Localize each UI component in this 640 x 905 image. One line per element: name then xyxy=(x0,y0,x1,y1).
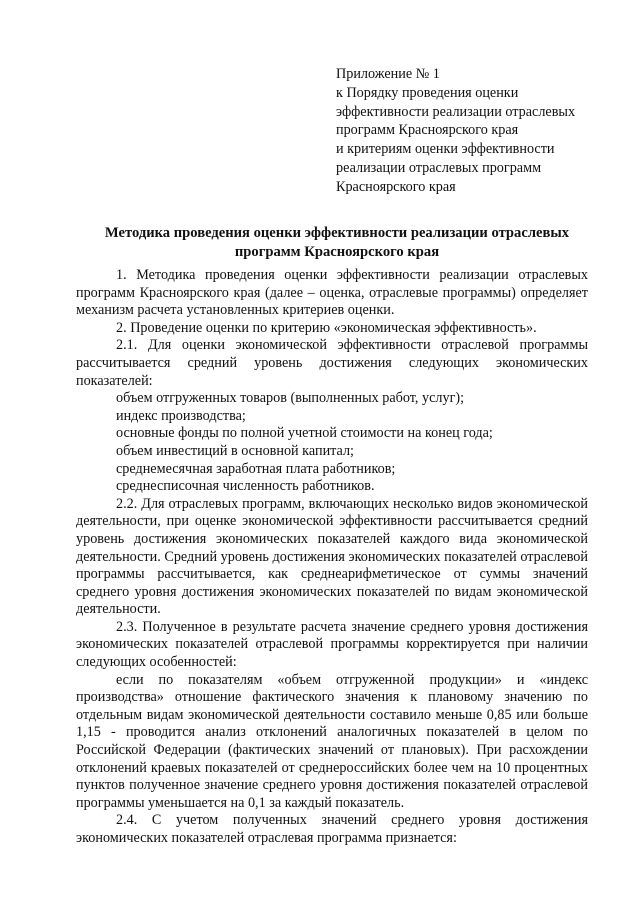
paragraph-1: 1. Методика проведения оценки эффективности реализации отраслевых программ Красноярского края (далее – оценка, отраслевые программы) определяет механизм расчета установленных критериев оценки. xyxy=(76,267,588,319)
paragraph-2-3: 2.3. Полученное в результате расчета значение среднего уровня достижения экономических показателей отраслевой программы корректируется при наличии следующих особенностей: xyxy=(76,618,588,671)
appendix-line: к Порядку проведения оценки xyxy=(336,84,519,101)
paragraph-2-2: 2.2. Для отраслевых программ, включающих несколько видов экономической деятельности, при оценке экономической эффективности рассчитывается средний уровень достижения экономических показателей каждого вида экономической деятельности. Средний уровень достижения экономических показателей отраслевой программы рассчитывается, как среднеарифметическое от суммы значений среднего уровня достижения экономических показателей по видам экономической деятельности. xyxy=(76,495,588,618)
indicator-item: среднесписочная численность работников. xyxy=(116,478,375,495)
indicator-item: объем инвестиций в основной капитал; xyxy=(116,442,354,459)
paragraph-2-1: 2.1. Для оценки экономической эффективности отраслевой программы рассчитывается средний уровень достижения следующих экономических показателей: xyxy=(76,337,588,389)
indicator-item: индекс производства; xyxy=(116,407,246,424)
paragraph-2-4: 2.4. С учетом полученных значений среднего уровня достижения экономических показателей отраслевая программа признается: xyxy=(76,812,588,846)
indicator-item: среднемесячная заработная плата работников; xyxy=(116,460,396,477)
appendix-line: Приложение № 1 xyxy=(336,66,440,82)
appendix-line: программ Красноярского края xyxy=(336,122,519,139)
indicator-item: объем отгруженных товаров (выполненных работ, услуг); xyxy=(116,390,465,407)
appendix-line: Красноярского края xyxy=(336,178,456,195)
appendix-header xyxy=(336,65,626,197)
appendix-line: и критериям оценки эффективности xyxy=(336,141,555,158)
document-body xyxy=(76,267,588,848)
appendix-line: эффективности реализации отраслевых xyxy=(336,103,576,120)
indicator-item: основные фонды по полной учетной стоимости на конец года; xyxy=(116,425,493,442)
appendix-line: реализации отраслевых программ xyxy=(336,159,542,176)
paragraph-2-3-condition: если по показателям «объем отгруженной продукции» и «индекс производства» отношение фактического значения к плановому значению по отдельным видам экономической деятельности составило меньше 0,85 или больше 1,15 - проводится анализ отклонений аналогичных показателей в целом по Российской Федерации (фактических значений от плановых). При расхождении отклонений краевых показателей от среднероссийских более чем на 10 процентных пунктов полученное значение среднего уровня достижения показателей отраслевой программы уменьшается на 0,1 за каждый показатель. xyxy=(76,671,588,811)
paragraph-2: 2. Проведение оценки по критерию «экономическая эффективность». xyxy=(116,319,537,336)
document-title: Методика проведения оценки эффективности реализации отраслевых программ Красноярского края xyxy=(104,225,570,260)
